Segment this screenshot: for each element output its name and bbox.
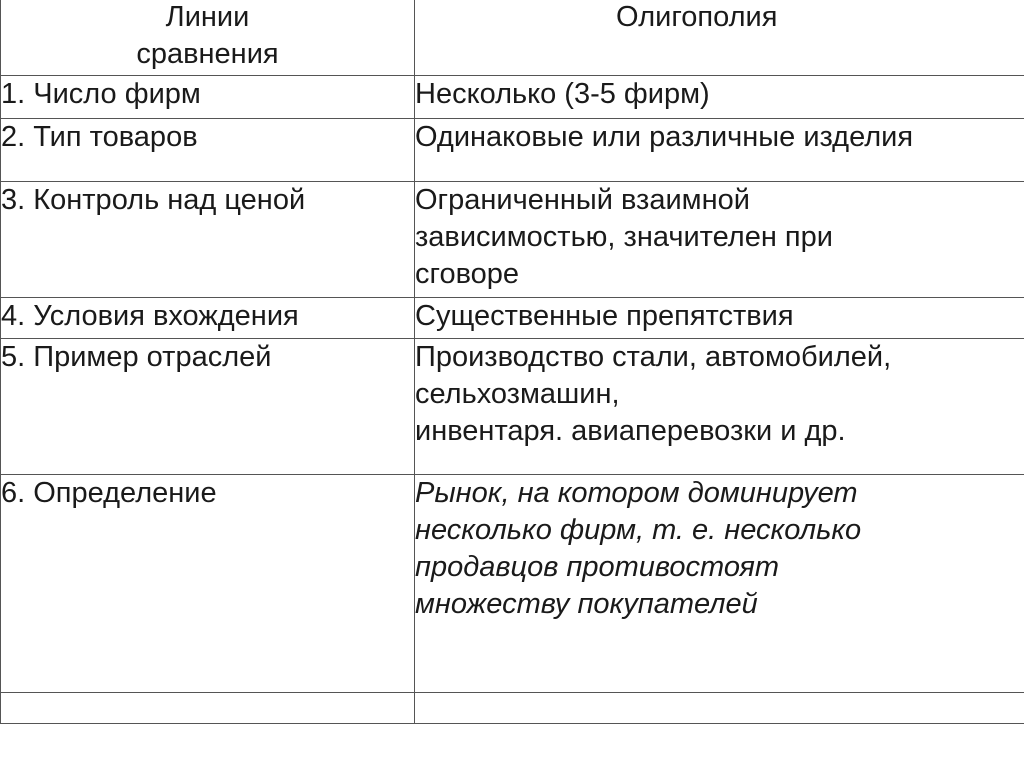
value-line: Ограниченный взаимной (415, 184, 750, 216)
value-line: Существенные препятствия (415, 300, 794, 332)
table-header-row (1, 0, 1024, 76)
header-criteria-line: Линии (165, 1, 250, 33)
table-row (1, 182, 1024, 298)
table-row (1, 475, 1024, 693)
criterion-cell: 3. Контроль над ценой (1, 182, 415, 298)
header-oligopoly (415, 0, 1024, 76)
value-line: Одинаковые или различные изделия (415, 121, 914, 153)
criterion-cell: 1. Число фирм (1, 76, 415, 119)
value-cell (415, 298, 1024, 339)
value-line: сельхозмашин, (415, 378, 620, 410)
criterion-cell: 6. Определение (1, 475, 415, 693)
value-line: инвентаря. авиаперевозки и др. (415, 415, 846, 447)
value-line: зависимостью, значителен при (415, 221, 833, 253)
value-line: сговоре (415, 258, 520, 290)
header-criteria-line: сравнения (136, 38, 279, 70)
definition-line: несколько фирм, т. е. несколько (415, 514, 862, 546)
criterion-cell: 4. Условия вхождения (1, 298, 415, 339)
table-row-empty (1, 693, 1024, 724)
value-cell (415, 339, 1024, 475)
value-cell (415, 119, 1024, 182)
table-row (1, 119, 1024, 182)
table-row (1, 339, 1024, 475)
header-criteria (1, 0, 415, 76)
empty-cell (1, 693, 415, 724)
table-row (1, 76, 1024, 119)
definition-line: Рынок, на котором доминирует (415, 477, 858, 509)
value-line: Несколько (3-5 фирм) (415, 78, 710, 110)
criterion-cell: 5. Пример отраслей (1, 339, 415, 475)
value-cell (415, 182, 1024, 298)
empty-cell (415, 693, 1024, 724)
criterion-cell: 2. Тип товаров (1, 119, 415, 182)
definition-line: множеству покупателей (415, 588, 758, 620)
table-row (1, 298, 1024, 339)
definition-cell (415, 475, 1024, 693)
definition-line: продавцов противостоят (415, 551, 780, 583)
value-cell (415, 76, 1024, 119)
header-oligopoly-label: Олигополия (616, 1, 778, 33)
value-line: Производство стали, автомобилей, (415, 341, 892, 373)
